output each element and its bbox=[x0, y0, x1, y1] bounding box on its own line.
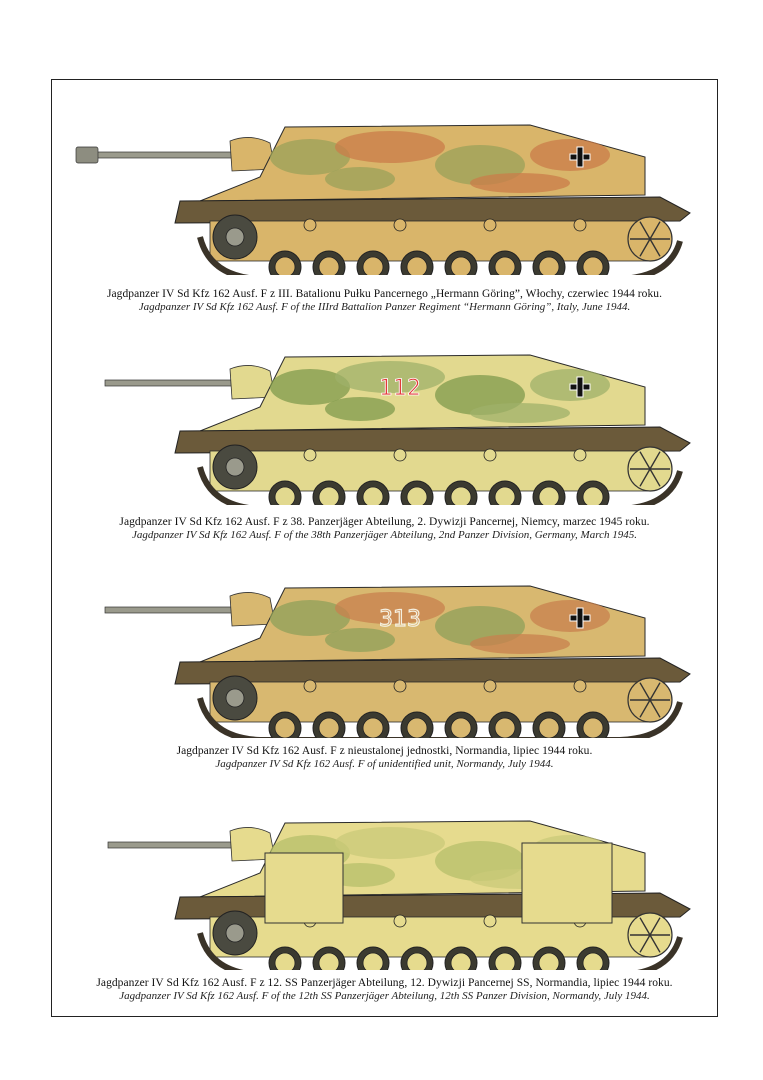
vehicle-illustration-4 bbox=[60, 805, 710, 970]
road-wheel-hub bbox=[407, 718, 427, 738]
road-wheel-hub bbox=[407, 257, 427, 275]
return-roller bbox=[394, 449, 406, 461]
road-wheel-hub bbox=[583, 487, 603, 505]
sprocket-hub bbox=[226, 228, 244, 246]
track-guard bbox=[175, 658, 690, 684]
caption-block-3 bbox=[51, 745, 718, 770]
vehicle-illustration-1 bbox=[60, 95, 710, 275]
road-wheel-hub bbox=[451, 487, 471, 505]
return-roller bbox=[394, 219, 406, 231]
return-roller bbox=[484, 680, 496, 692]
road-wheel-hub bbox=[451, 257, 471, 275]
road-wheel-hub bbox=[583, 953, 603, 970]
gun-barrel bbox=[105, 607, 240, 613]
caption-block-4 bbox=[51, 977, 718, 1002]
road-wheel-hub bbox=[539, 718, 559, 738]
road-wheel-hub bbox=[407, 487, 427, 505]
return-roller bbox=[574, 449, 586, 461]
sprocket-hub bbox=[226, 458, 244, 476]
tactical-number: 112 bbox=[379, 376, 421, 401]
road-wheel-hub bbox=[275, 718, 295, 738]
road-wheel-hub bbox=[319, 257, 339, 275]
vehicle-illustration-2 bbox=[60, 335, 710, 505]
road-wheel-hub bbox=[495, 257, 515, 275]
return-roller bbox=[484, 449, 496, 461]
side-skirt-rear bbox=[522, 843, 612, 923]
road-wheel-hub bbox=[363, 257, 383, 275]
camouflage-patch bbox=[470, 403, 570, 423]
caption-polish-2: Jagdpanzer IV Sd Kfz 162 Ausf. F z 38. Panzerjäger Abteilung, 2. Dywizji Pancernej, Niemcy, marzec 1945 roku. bbox=[119, 516, 650, 528]
road-wheel-hub bbox=[275, 257, 295, 275]
return-roller bbox=[394, 915, 406, 927]
caption-block-2 bbox=[51, 516, 718, 541]
road-wheel-hub bbox=[275, 487, 295, 505]
tank-drawing-1 bbox=[60, 95, 710, 275]
gun-barrel bbox=[105, 380, 240, 386]
road-wheel-hub bbox=[363, 953, 383, 970]
return-roller bbox=[304, 449, 316, 461]
road-wheel-hub bbox=[319, 718, 339, 738]
camouflage-patch bbox=[470, 634, 570, 654]
caption-english-3: Jagdpanzer IV Sd Kfz 162 Ausf. F of unidentified unit, Normandy, July 1944. bbox=[215, 758, 554, 770]
caption-block-1 bbox=[51, 288, 718, 313]
vehicle-illustration-3 bbox=[60, 568, 710, 738]
return-roller bbox=[304, 219, 316, 231]
caption-english-4: Jagdpanzer IV Sd Kfz 162 Ausf. F of the 12th SS Panzerjäger Abteilung, 12th SS Panzer Division, Normandy, July 1944. bbox=[119, 990, 650, 1002]
balkenkreuz-vertical bbox=[577, 608, 583, 628]
return-roller bbox=[484, 219, 496, 231]
camouflage-patch bbox=[470, 173, 570, 193]
tank-drawing-3 bbox=[60, 568, 710, 738]
balkenkreuz-vertical bbox=[577, 147, 583, 167]
return-roller bbox=[394, 680, 406, 692]
caption-polish-3: Jagdpanzer IV Sd Kfz 162 Ausf. F z nieustalonej jednostki, Normandia, lipiec 1944 roku. bbox=[176, 745, 593, 757]
return-roller bbox=[574, 680, 586, 692]
side-skirt-front bbox=[265, 853, 343, 923]
road-wheel-hub bbox=[275, 953, 295, 970]
muzzle-brake bbox=[76, 147, 98, 163]
return-roller bbox=[304, 680, 316, 692]
road-wheel-hub bbox=[363, 718, 383, 738]
road-wheel-hub bbox=[583, 718, 603, 738]
balkenkreuz-vertical bbox=[577, 377, 583, 397]
road-wheel-hub bbox=[451, 953, 471, 970]
camouflage-patch bbox=[325, 167, 395, 191]
caption-english-1: Jagdpanzer IV Sd Kfz 162 Ausf. F of the IIIrd Battalion Panzer Regiment “Hermann Göring”, Italy, June 1944. bbox=[138, 301, 631, 313]
track-guard bbox=[175, 197, 690, 223]
return-roller bbox=[484, 915, 496, 927]
road-wheel-hub bbox=[495, 487, 515, 505]
tank-drawing-2 bbox=[60, 335, 710, 505]
road-wheel-hub bbox=[319, 953, 339, 970]
caption-english-2: Jagdpanzer IV Sd Kfz 162 Ausf. F of the 38th Panzerjäger Abteilung, 2nd Panzer Division, Germany, March 1945. bbox=[132, 529, 637, 541]
road-wheel-hub bbox=[451, 718, 471, 738]
road-wheel-hub bbox=[495, 718, 515, 738]
tank-drawing-4 bbox=[60, 805, 710, 970]
road-wheel-hub bbox=[363, 487, 383, 505]
road-wheel-hub bbox=[407, 953, 427, 970]
sprocket-hub bbox=[226, 689, 244, 707]
camouflage-patch bbox=[335, 827, 445, 859]
road-wheel-hub bbox=[539, 487, 559, 505]
gun-barrel bbox=[80, 152, 240, 158]
tactical-number: 313 bbox=[379, 607, 421, 632]
camouflage-patch bbox=[335, 131, 445, 163]
road-wheel-hub bbox=[495, 953, 515, 970]
sprocket-hub bbox=[226, 924, 244, 942]
caption-polish-1: Jagdpanzer IV Sd Kfz 162 Ausf. F z III. Batalionu Pułku Pancernego „Hermann Göring”, Włochy, czerwiec 1944 roku. bbox=[107, 288, 662, 300]
road-wheel-hub bbox=[319, 487, 339, 505]
road-wheel-hub bbox=[583, 257, 603, 275]
caption-polish-4: Jagdpanzer IV Sd Kfz 162 Ausf. F z 12. SS Panzerjäger Abteilung, 12. Dywizji Pancernej SS, Normandia, lipiec 1944 roku. bbox=[96, 977, 673, 989]
gun-barrel bbox=[108, 842, 240, 848]
road-wheel-hub bbox=[539, 257, 559, 275]
road-wheel-hub bbox=[539, 953, 559, 970]
return-roller bbox=[574, 219, 586, 231]
track-guard bbox=[175, 893, 690, 919]
track-guard bbox=[175, 427, 690, 453]
